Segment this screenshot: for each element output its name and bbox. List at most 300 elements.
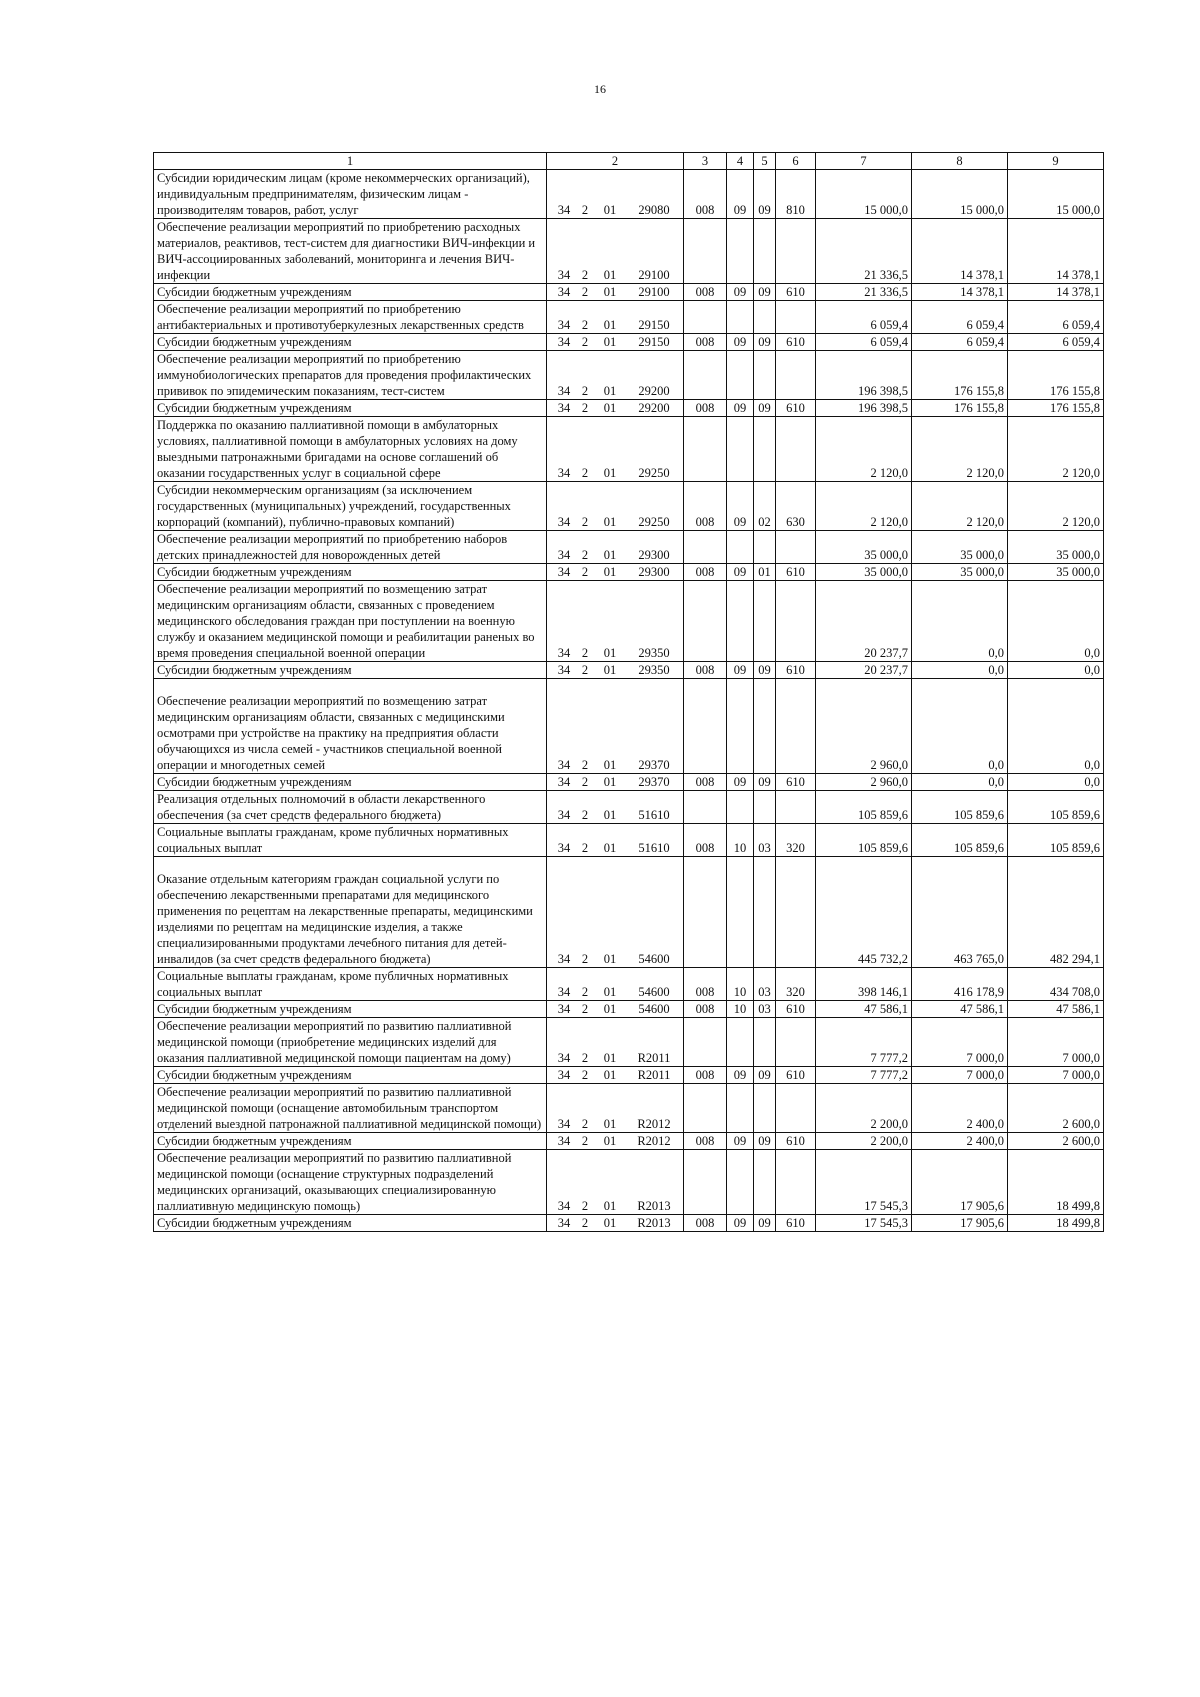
- row-value-7: 6 059,4: [816, 334, 912, 351]
- row-description: Обеспечение реализации мероприятий по развитию паллиативной медицинской помощи (приобретение медицинских изделий для оказания паллиативной медицинской помощи пациентам на дому): [154, 1018, 547, 1067]
- code-subprogram: 2: [581, 203, 589, 217]
- code-subprogram: 2: [581, 285, 589, 299]
- code-subprogram: 2: [581, 1134, 589, 1148]
- code-measure: 01: [603, 318, 617, 332]
- row-value-9: 0,0: [1008, 581, 1104, 662]
- row-value-7: 20 237,7: [816, 662, 912, 679]
- row-description: Оказание отдельным категориям граждан социальной услуги по обеспечению лекарственными препаратами для медицинского применения по рецептам на лекарственные препараты, медицинскими изделиями по рецептам на медицинские изделия, а также специализированными продуктами лечебного питания для детей-инвалидов (за счет средств федерального бюджета): [154, 857, 547, 968]
- row-code: [547, 400, 684, 417]
- row-value-8: 2 400,0: [912, 1084, 1008, 1133]
- row-col-6: 320: [776, 824, 816, 857]
- code-direction: R2012: [637, 1134, 671, 1148]
- table-row: [154, 482, 1104, 531]
- code-direction: 54600: [638, 985, 670, 999]
- row-value-9: 6 059,4: [1008, 334, 1104, 351]
- row-code: [547, 857, 684, 968]
- code-subprogram: 2: [581, 1117, 589, 1131]
- row-value-7: 35 000,0: [816, 531, 912, 564]
- row-value-9: 2 600,0: [1008, 1084, 1104, 1133]
- row-value-8: 2 120,0: [912, 482, 1008, 531]
- row-description: Реализация отдельных полномочий в области лекарственного обеспечения (за счет средств федерального бюджета): [154, 791, 547, 824]
- row-col-6: [776, 1018, 816, 1067]
- code-measure: 01: [603, 384, 617, 398]
- row-value-7: 21 336,5: [816, 219, 912, 284]
- row-value-8: 0,0: [912, 581, 1008, 662]
- row-col-3: [684, 857, 727, 968]
- code-subprogram: 2: [581, 335, 589, 349]
- row-col-5: [754, 219, 776, 284]
- row-col-3: [684, 1018, 727, 1067]
- row-code: [547, 662, 684, 679]
- row-col-3: 008: [684, 774, 727, 791]
- code-program: 34: [557, 203, 571, 217]
- code-measure: 01: [603, 1134, 617, 1148]
- code-measure: 01: [603, 466, 617, 480]
- row-col-6: 610: [776, 1067, 816, 1084]
- code-direction: 29080: [638, 203, 670, 217]
- row-col-3: 008: [684, 1133, 727, 1150]
- table-row: [154, 774, 1104, 791]
- code-direction: 29250: [638, 515, 670, 529]
- code-subprogram: 2: [581, 565, 589, 579]
- row-value-9: 105 859,6: [1008, 791, 1104, 824]
- row-col-5: [754, 1084, 776, 1133]
- row-col-6: 630: [776, 482, 816, 531]
- code-subprogram: 2: [581, 1199, 589, 1213]
- row-col-5: 09: [754, 1133, 776, 1150]
- code-subprogram: 2: [581, 1002, 589, 1016]
- table-row: [154, 334, 1104, 351]
- row-col-6: 610: [776, 564, 816, 581]
- row-value-9: 105 859,6: [1008, 824, 1104, 857]
- row-col-4: [727, 679, 754, 774]
- row-col-5: 03: [754, 968, 776, 1001]
- row-col-6: [776, 857, 816, 968]
- row-col-5: 03: [754, 1001, 776, 1018]
- row-col-6: 610: [776, 400, 816, 417]
- table-row: [154, 1215, 1104, 1232]
- code-measure: 01: [603, 285, 617, 299]
- row-code: [547, 482, 684, 531]
- row-code: [547, 1067, 684, 1084]
- row-code: [547, 791, 684, 824]
- row-description: Субсидии бюджетным учреждениям: [154, 1001, 547, 1018]
- row-col-5: [754, 531, 776, 564]
- row-value-9: 2 120,0: [1008, 417, 1104, 482]
- table-row: [154, 564, 1104, 581]
- table-row: [154, 857, 1104, 968]
- row-col-4: [727, 791, 754, 824]
- row-value-8: 0,0: [912, 679, 1008, 774]
- code-program: 34: [557, 466, 571, 480]
- code-program: 34: [557, 775, 571, 789]
- table-row: [154, 301, 1104, 334]
- row-value-7: 17 545,3: [816, 1150, 912, 1215]
- row-value-8: 14 378,1: [912, 219, 1008, 284]
- row-code: [547, 219, 684, 284]
- row-description: Обеспечение реализации мероприятий по приобретению антибактериальных и противотуберкулезных лекарственных средств: [154, 301, 547, 334]
- row-col-4: [727, 1084, 754, 1133]
- row-value-9: 482 294,1: [1008, 857, 1104, 968]
- code-subprogram: 2: [581, 1051, 589, 1065]
- row-col-3: [684, 679, 727, 774]
- code-program: 34: [557, 318, 571, 332]
- row-col-3: 008: [684, 1067, 727, 1084]
- table-row: [154, 679, 1104, 774]
- code-direction: R2011: [637, 1068, 671, 1082]
- row-code: [547, 1215, 684, 1232]
- row-value-9: 6 059,4: [1008, 301, 1104, 334]
- code-direction: 29370: [638, 775, 670, 789]
- code-measure: 01: [603, 841, 617, 855]
- row-description: Субсидии некоммерческим организациям (за исключением государственных (муниципальных) учреждений, государственных корпораций (компаний), публично-правовых компаний): [154, 482, 547, 531]
- row-col-5: [754, 1150, 776, 1215]
- table-row: [154, 170, 1104, 219]
- row-description: Субсидии бюджетным учреждениям: [154, 662, 547, 679]
- row-description: Обеспечение реализации мероприятий по приобретению иммунобиологических препаратов для проведения профилактических прививок по эпидемическим показаниям, тест-систем: [154, 351, 547, 400]
- row-value-7: 2 200,0: [816, 1084, 912, 1133]
- row-col-4: 09: [727, 774, 754, 791]
- code-measure: 01: [603, 775, 617, 789]
- code-direction: 29250: [638, 466, 670, 480]
- row-col-5: 09: [754, 170, 776, 219]
- code-direction: 29200: [638, 384, 670, 398]
- code-program: 34: [557, 1216, 571, 1230]
- header-cell: 9: [1008, 153, 1104, 170]
- row-value-7: 47 586,1: [816, 1001, 912, 1018]
- code-direction: R2013: [637, 1216, 671, 1230]
- header-cell: 2: [547, 153, 684, 170]
- row-description: Субсидии юридическим лицам (кроме некоммерческих организаций), индивидуальным предпринимателям, физическим лицам - производителям товаров, работ, услуг: [154, 170, 547, 219]
- code-program: 34: [557, 515, 571, 529]
- row-description: Субсидии бюджетным учреждениям: [154, 1067, 547, 1084]
- row-value-8: 0,0: [912, 662, 1008, 679]
- row-value-9: 15 000,0: [1008, 170, 1104, 219]
- row-description: Поддержка по оказанию паллиативной помощи в амбулаторных условиях, паллиативной помощи в амбулаторных условиях на дому выездными патронажными бригадами на основе соглашений об оказании государственных услуг в социальной сфере: [154, 417, 547, 482]
- code-measure: 01: [603, 758, 617, 772]
- table-row: [154, 1018, 1104, 1067]
- row-col-6: 610: [776, 334, 816, 351]
- row-col-5: 01: [754, 564, 776, 581]
- row-value-7: 398 146,1: [816, 968, 912, 1001]
- header-cell: 8: [912, 153, 1008, 170]
- row-col-4: 09: [727, 662, 754, 679]
- table-row: [154, 417, 1104, 482]
- row-value-7: 7 777,2: [816, 1067, 912, 1084]
- row-col-4: 10: [727, 824, 754, 857]
- code-program: 34: [557, 841, 571, 855]
- row-value-8: 416 178,9: [912, 968, 1008, 1001]
- code-program: 34: [557, 1117, 571, 1131]
- code-measure: 01: [603, 985, 617, 999]
- row-value-9: 35 000,0: [1008, 564, 1104, 581]
- code-direction: 29100: [638, 268, 670, 282]
- row-col-4: 09: [727, 1067, 754, 1084]
- row-col-6: 610: [776, 662, 816, 679]
- table-row: [154, 824, 1104, 857]
- table-row: [154, 968, 1104, 1001]
- row-value-8: 6 059,4: [912, 301, 1008, 334]
- row-col-4: 09: [727, 400, 754, 417]
- row-description: Обеспечение реализации мероприятий по развитию паллиативной медицинской помощи (оснащение структурных подразделений медицинских организаций, оказывающих специализированную паллиативную медицинскую помощь): [154, 1150, 547, 1215]
- row-col-3: [684, 219, 727, 284]
- table-row: [154, 1001, 1104, 1018]
- row-value-8: 7 000,0: [912, 1018, 1008, 1067]
- row-code: [547, 564, 684, 581]
- table-row: [154, 791, 1104, 824]
- row-value-9: 18 499,8: [1008, 1215, 1104, 1232]
- code-direction: 51610: [638, 841, 670, 855]
- row-col-5: 09: [754, 662, 776, 679]
- code-direction: 29370: [638, 758, 670, 772]
- row-description: Обеспечение реализации мероприятий по приобретению наборов детских принадлежностей для новорожденных детей: [154, 531, 547, 564]
- row-value-7: 105 859,6: [816, 824, 912, 857]
- code-program: 34: [557, 335, 571, 349]
- row-col-6: 810: [776, 170, 816, 219]
- row-value-8: 17 905,6: [912, 1215, 1008, 1232]
- code-program: 34: [557, 808, 571, 822]
- table-row: [154, 1067, 1104, 1084]
- row-col-5: [754, 857, 776, 968]
- code-subprogram: 2: [581, 758, 589, 772]
- row-value-7: 196 398,5: [816, 400, 912, 417]
- code-measure: 01: [603, 401, 617, 415]
- table-row: [154, 581, 1104, 662]
- row-value-7: 17 545,3: [816, 1215, 912, 1232]
- row-value-7: 2 120,0: [816, 482, 912, 531]
- row-col-6: 610: [776, 1001, 816, 1018]
- row-description: Субсидии бюджетным учреждениям: [154, 1215, 547, 1232]
- code-direction: R2012: [637, 1117, 671, 1131]
- row-value-8: 2 400,0: [912, 1133, 1008, 1150]
- code-direction: 29150: [638, 318, 670, 332]
- row-col-4: 10: [727, 968, 754, 1001]
- row-value-8: 6 059,4: [912, 334, 1008, 351]
- row-description: Обеспечение реализации мероприятий по развитию паллиативной медицинской помощи (оснащение автомобильным транспортом отделений выездной патронажной паллиативной медицинской помощи): [154, 1084, 547, 1133]
- row-col-4: 10: [727, 1001, 754, 1018]
- code-direction: 29100: [638, 285, 670, 299]
- row-col-3: 008: [684, 334, 727, 351]
- header-cell: 4: [727, 153, 754, 170]
- row-col-3: [684, 1084, 727, 1133]
- row-code: [547, 1150, 684, 1215]
- row-code: [547, 581, 684, 662]
- row-col-3: 008: [684, 824, 727, 857]
- row-col-5: [754, 791, 776, 824]
- row-col-6: [776, 219, 816, 284]
- row-col-3: 008: [684, 400, 727, 417]
- row-col-5: 09: [754, 774, 776, 791]
- row-col-5: 02: [754, 482, 776, 531]
- code-direction: 29200: [638, 401, 670, 415]
- code-program: 34: [557, 646, 571, 660]
- row-col-3: 008: [684, 1215, 727, 1232]
- code-direction: 29300: [638, 565, 670, 579]
- row-value-9: 47 586,1: [1008, 1001, 1104, 1018]
- row-col-4: 09: [727, 284, 754, 301]
- row-col-3: 008: [684, 1001, 727, 1018]
- row-col-5: 09: [754, 1067, 776, 1084]
- row-value-8: 14 378,1: [912, 284, 1008, 301]
- row-value-7: 2 200,0: [816, 1133, 912, 1150]
- row-value-8: 2 120,0: [912, 417, 1008, 482]
- code-program: 34: [557, 1199, 571, 1213]
- row-col-6: [776, 679, 816, 774]
- row-col-6: [776, 301, 816, 334]
- code-subprogram: 2: [581, 515, 589, 529]
- row-col-4: [727, 301, 754, 334]
- code-program: 34: [557, 401, 571, 415]
- row-col-3: 008: [684, 284, 727, 301]
- header-cell: 6: [776, 153, 816, 170]
- code-subprogram: 2: [581, 663, 589, 677]
- code-program: 34: [557, 1068, 571, 1082]
- code-direction: 29300: [638, 548, 670, 562]
- row-col-6: [776, 791, 816, 824]
- row-value-8: 7 000,0: [912, 1067, 1008, 1084]
- code-direction: R2011: [637, 1051, 671, 1065]
- code-subprogram: 2: [581, 952, 589, 966]
- row-value-8: 105 859,6: [912, 824, 1008, 857]
- code-direction: 29350: [638, 646, 670, 660]
- row-col-3: [684, 581, 727, 662]
- row-col-6: [776, 417, 816, 482]
- code-program: 34: [557, 1051, 571, 1065]
- row-description: Обеспечение реализации мероприятий по возмещению затрат медицинским организациям области, связанных с проведением медицинского обследования граждан при поступлении на военную службу и оказанием медицинской помощи и реабилитации раненых во время проведения специальной военной операции: [154, 581, 547, 662]
- table-row: [154, 531, 1104, 564]
- row-col-4: [727, 581, 754, 662]
- row-value-7: 105 859,6: [816, 791, 912, 824]
- row-value-9: 0,0: [1008, 662, 1104, 679]
- code-program: 34: [557, 384, 571, 398]
- code-subprogram: 2: [581, 808, 589, 822]
- row-code: [547, 417, 684, 482]
- row-value-9: 35 000,0: [1008, 531, 1104, 564]
- table-body: [154, 170, 1104, 1232]
- row-code: [547, 1133, 684, 1150]
- row-col-6: 610: [776, 1215, 816, 1232]
- row-code: [547, 968, 684, 1001]
- code-subprogram: 2: [581, 841, 589, 855]
- row-col-5: 09: [754, 284, 776, 301]
- code-program: 34: [557, 985, 571, 999]
- code-subprogram: 2: [581, 466, 589, 480]
- row-value-7: 445 732,2: [816, 857, 912, 968]
- row-col-3: 008: [684, 564, 727, 581]
- row-col-6: [776, 1084, 816, 1133]
- code-measure: 01: [603, 268, 617, 282]
- row-description: Субсидии бюджетным учреждениям: [154, 774, 547, 791]
- row-col-4: [727, 219, 754, 284]
- row-value-9: 2 120,0: [1008, 482, 1104, 531]
- table-row: [154, 400, 1104, 417]
- code-program: 34: [557, 663, 571, 677]
- row-col-6: [776, 1150, 816, 1215]
- code-measure: 01: [603, 335, 617, 349]
- row-code: [547, 531, 684, 564]
- row-col-5: [754, 581, 776, 662]
- code-direction: 54600: [638, 1002, 670, 1016]
- table-row: [154, 1084, 1104, 1133]
- table-row: [154, 662, 1104, 679]
- code-program: 34: [557, 1002, 571, 1016]
- code-program: 34: [557, 548, 571, 562]
- row-value-8: 176 155,8: [912, 351, 1008, 400]
- row-description: Субсидии бюджетным учреждениям: [154, 1133, 547, 1150]
- code-program: 34: [557, 1134, 571, 1148]
- code-program: 34: [557, 565, 571, 579]
- code-direction: 51610: [638, 808, 670, 822]
- row-value-8: 105 859,6: [912, 791, 1008, 824]
- row-col-3: [684, 531, 727, 564]
- row-code: [547, 334, 684, 351]
- row-col-3: [684, 791, 727, 824]
- row-value-9: 2 600,0: [1008, 1133, 1104, 1150]
- row-col-3: 008: [684, 170, 727, 219]
- row-value-9: 7 000,0: [1008, 1067, 1104, 1084]
- row-value-9: 14 378,1: [1008, 219, 1104, 284]
- row-col-4: 09: [727, 170, 754, 219]
- row-value-9: 0,0: [1008, 679, 1104, 774]
- row-description: Обеспечение реализации мероприятий по приобретению расходных материалов, реактивов, тест-систем для диагностики ВИЧ-инфекции и ВИЧ-ассоциированных заболеваний, мониторинга и лечения ВИЧ-инфекции: [154, 219, 547, 284]
- row-code: [547, 1084, 684, 1133]
- row-description: Обеспечение реализации мероприятий по возмещению затрат медицинским организациям области, связанных с медицинскими осмотрами при устройстве на практику на предприятия области обучающихся из числа семей - участников специальной военной операции и многодетных семей: [154, 679, 547, 774]
- code-subprogram: 2: [581, 384, 589, 398]
- code-measure: 01: [603, 808, 617, 822]
- row-value-8: 35 000,0: [912, 531, 1008, 564]
- row-code: [547, 824, 684, 857]
- row-col-5: 09: [754, 1215, 776, 1232]
- row-value-8: 35 000,0: [912, 564, 1008, 581]
- row-value-7: 2 960,0: [816, 774, 912, 791]
- code-measure: 01: [603, 548, 617, 562]
- code-measure: 01: [603, 1199, 617, 1213]
- code-subprogram: 2: [581, 646, 589, 660]
- row-col-5: [754, 301, 776, 334]
- code-measure: 01: [603, 646, 617, 660]
- code-measure: 01: [603, 1002, 617, 1016]
- row-value-7: 2 960,0: [816, 679, 912, 774]
- row-col-6: [776, 351, 816, 400]
- row-value-7: 6 059,4: [816, 301, 912, 334]
- code-subprogram: 2: [581, 401, 589, 415]
- code-subprogram: 2: [581, 985, 589, 999]
- row-description: Субсидии бюджетным учреждениям: [154, 334, 547, 351]
- row-value-8: 15 000,0: [912, 170, 1008, 219]
- code-measure: 01: [603, 203, 617, 217]
- row-value-9: 7 000,0: [1008, 1018, 1104, 1067]
- row-col-6: 320: [776, 968, 816, 1001]
- row-value-8: 17 905,6: [912, 1150, 1008, 1215]
- code-direction: 29350: [638, 663, 670, 677]
- code-measure: 01: [603, 565, 617, 579]
- code-subprogram: 2: [581, 318, 589, 332]
- row-value-7: 196 398,5: [816, 351, 912, 400]
- row-value-7: 35 000,0: [816, 564, 912, 581]
- code-subprogram: 2: [581, 1068, 589, 1082]
- row-description: Субсидии бюджетным учреждениям: [154, 400, 547, 417]
- code-measure: 01: [603, 515, 617, 529]
- budget-table: [153, 152, 1104, 1232]
- code-program: 34: [557, 285, 571, 299]
- row-code: [547, 170, 684, 219]
- row-col-6: 610: [776, 1133, 816, 1150]
- row-value-7: 7 777,2: [816, 1018, 912, 1067]
- row-code: [547, 301, 684, 334]
- row-col-3: 008: [684, 662, 727, 679]
- row-col-4: 09: [727, 1133, 754, 1150]
- code-measure: 01: [603, 663, 617, 677]
